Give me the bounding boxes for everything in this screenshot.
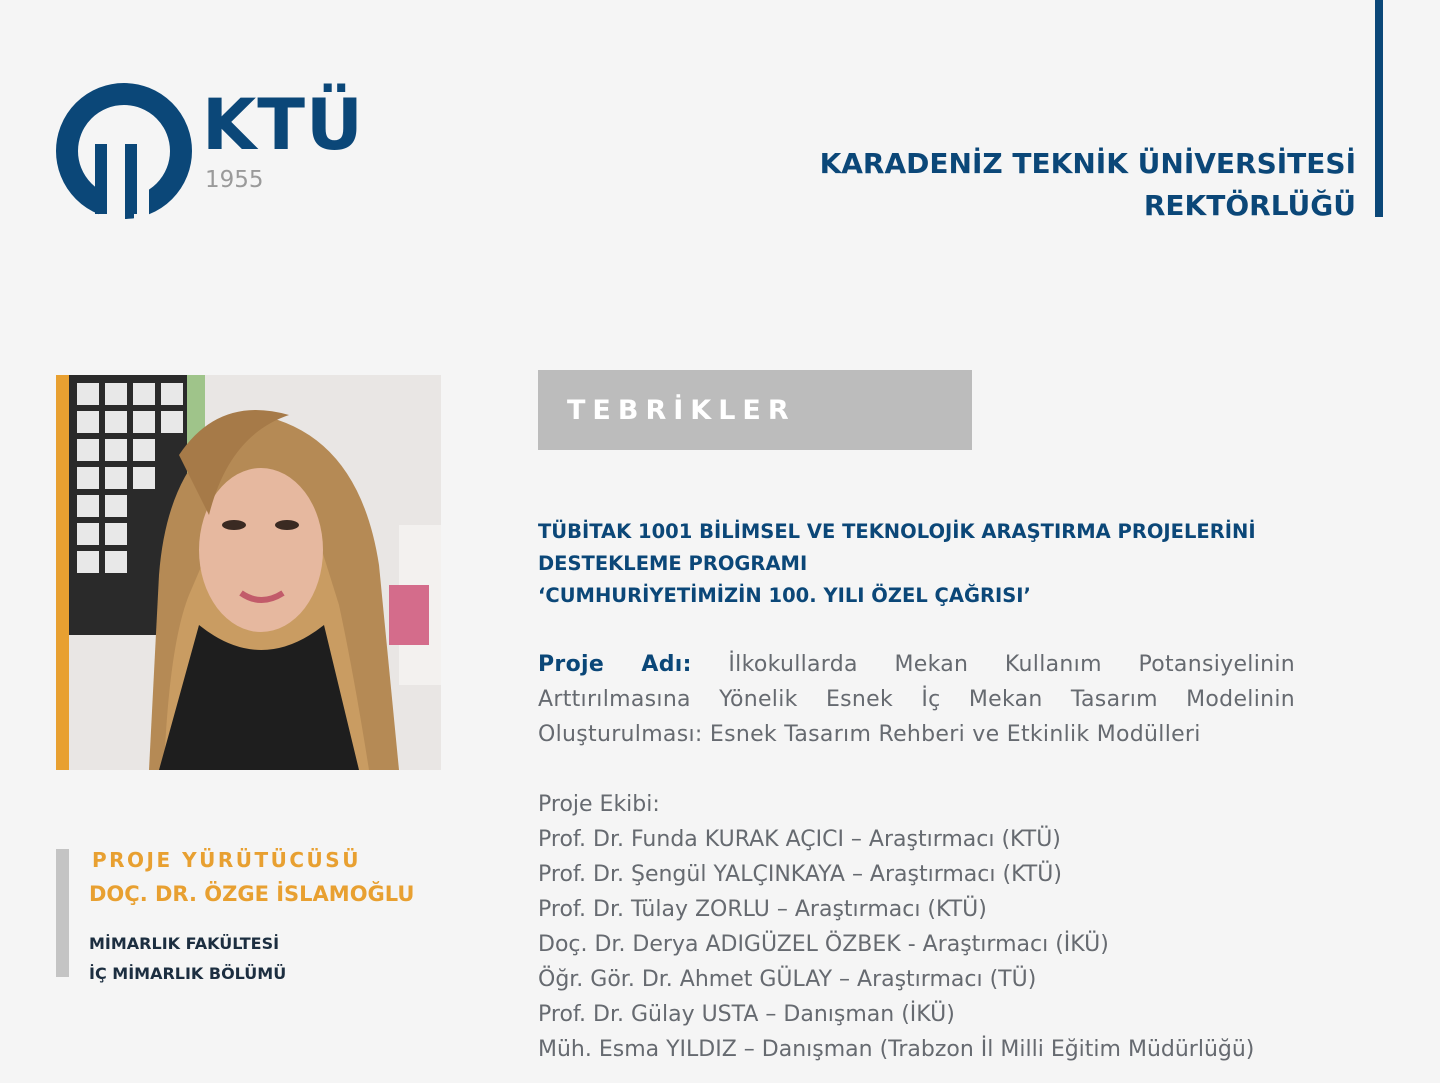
team-member: Prof. Dr. Şengül YALÇINKAYA – Araştırmacı (KTÜ): [538, 862, 1062, 887]
team-member: Öğr. Gör. Dr. Ahmet GÜLAY – Araştırmacı (TÜ): [538, 967, 1037, 992]
portrait-photo: [69, 375, 441, 770]
ktu-logo: [55, 82, 365, 222]
team-member: Prof. Dr. Tülay ZORLU – Araştırmacı (KTÜ): [538, 897, 987, 922]
congratulations-label: TEBRİKLER: [567, 394, 796, 426]
program-title: [538, 516, 1318, 612]
portrait-accent-bar: [56, 375, 69, 770]
rectorate-label: REKTÖRLÜĞÜ: [1143, 189, 1356, 222]
program-line-2: DESTEKLEME PROGRAMI: [538, 552, 808, 575]
university-title: [820, 143, 1356, 227]
header-accent-bar: [1375, 0, 1383, 217]
project-team: [538, 787, 1254, 1067]
leader-role: PROJE YÜRÜTÜCÜSÜ: [92, 848, 361, 872]
team-member: Prof. Dr. Gülay USTA – Danışman (İKÜ): [538, 1002, 955, 1027]
team-member: Prof. Dr. Funda KURAK AÇICI – Araştırmacı (KTÜ): [538, 827, 1061, 852]
department-name: İÇ MİMARLIK BÖLÜMÜ: [89, 964, 287, 983]
program-line-1: TÜBİTAK 1001 BİLİMSEL VE TEKNOLOJİK ARAŞTIRMA PROJELERİNİ: [538, 520, 1256, 543]
logo-wordmark: KTÜ: [202, 84, 364, 166]
leader-accent-bar: [56, 849, 69, 977]
faculty-name: MİMARLIK FAKÜLTESİ: [89, 934, 280, 953]
logo-year: 1955: [205, 167, 264, 193]
congratulations-banner: [538, 370, 972, 450]
university-name: KARADENİZ TEKNİK ÜNİVERSİTESİ: [819, 147, 1356, 180]
team-member: Müh. Esma YILDIZ – Danışman (Trabzon İl Milli Eğitim Müdürlüğü): [538, 1037, 1255, 1062]
project-description: [538, 647, 1295, 752]
ktu-emblem-icon: [55, 82, 195, 222]
team-member: Doç. Dr. Derya ADIGÜZEL ÖZBEK - Araştırmacı (İKÜ): [538, 932, 1109, 957]
leader-name: DOÇ. DR. ÖZGE İSLAMOĞLU: [89, 882, 415, 906]
project-name: İlkokullarda Mekan Kullanım Potansiyelinin Arttırılmasına Yönelik Esnek İç Mekan Tasarım Modelinin Oluşturulması: Esnek Tasarım Rehberi ve Etkinlik Modülleri: [538, 652, 1296, 747]
portrait-frame: [56, 375, 441, 770]
program-line-3: ‘CUMHURİYETİMİZİN 100. YILI ÖZEL ÇAĞRISI’: [538, 584, 1031, 607]
team-label: Proje Ekibi:: [538, 792, 660, 817]
leader-affiliation: [89, 929, 286, 989]
project-label: Proje Adı:: [538, 652, 692, 677]
